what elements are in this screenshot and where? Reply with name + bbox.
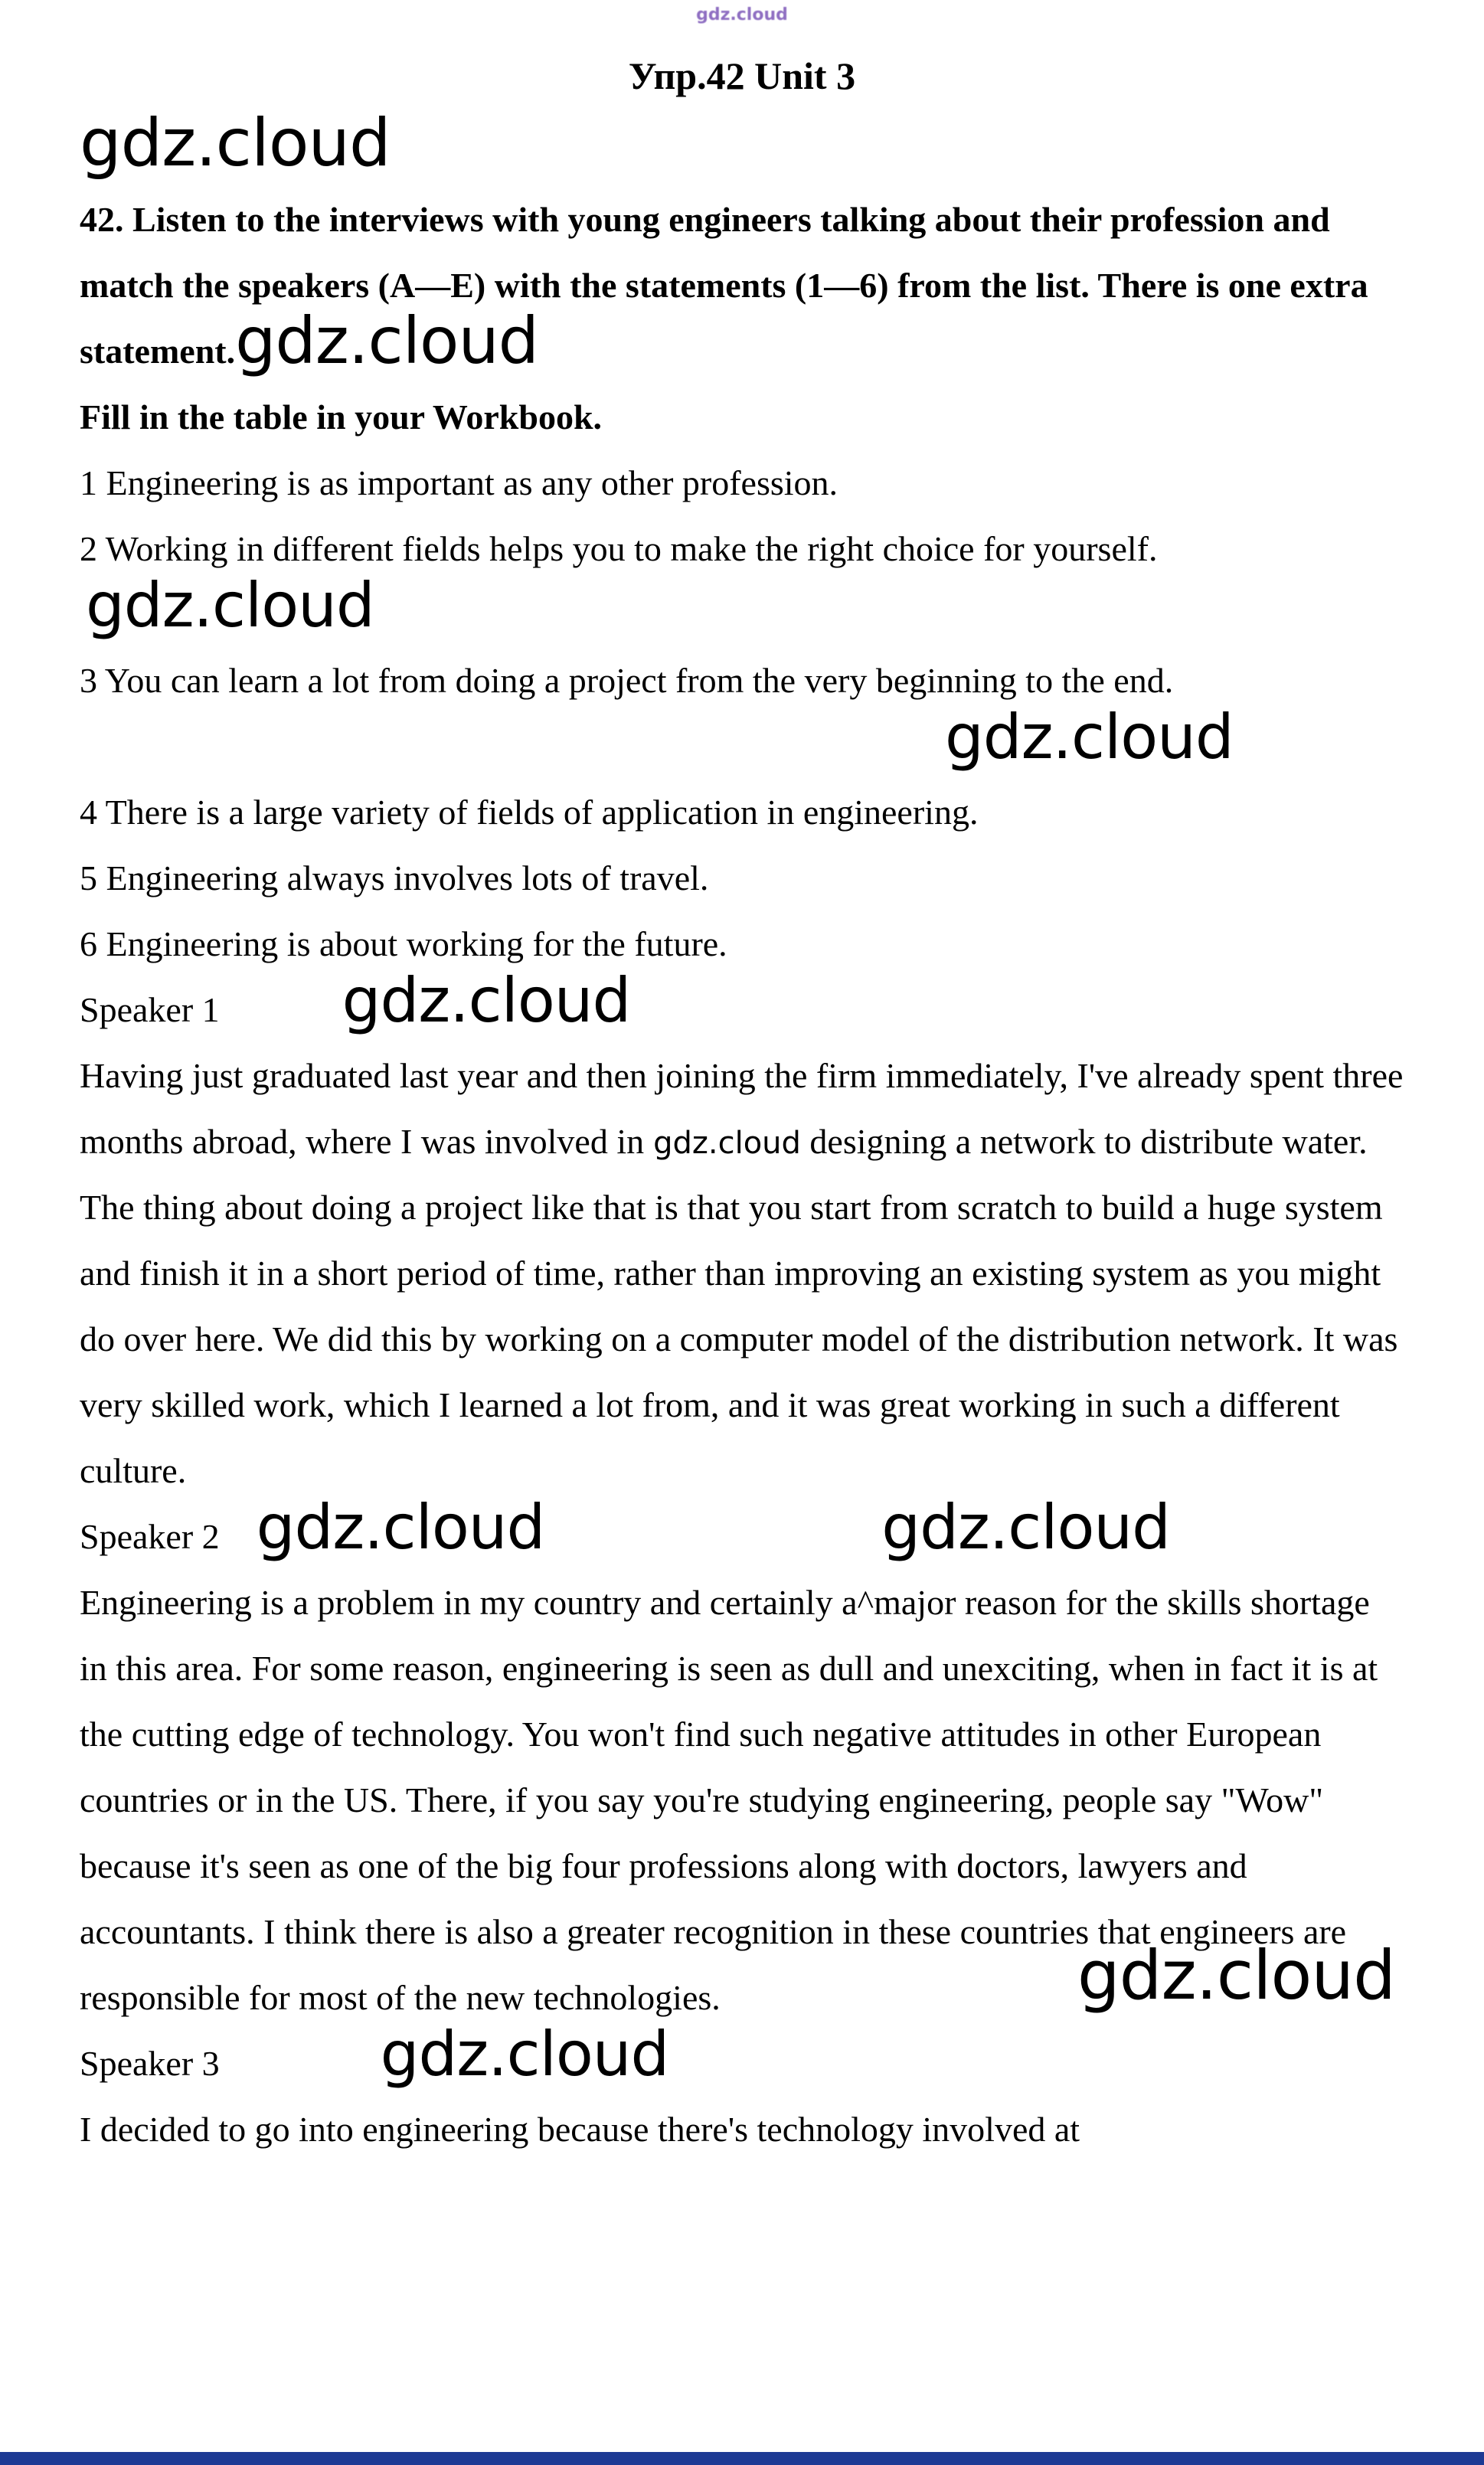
speaker-3-label-row: Speaker 3 gdz.cloud (80, 2019, 669, 2090)
statement-4: 4 There is a large variety of fields of application in engineering. (80, 793, 979, 832)
top-watermark: gdz.cloud (696, 5, 788, 25)
speaker-3-paragraph: I decided to go into engineering because there's technology involved at (80, 2110, 1080, 2149)
watermark: gdz.cloud (1077, 1936, 1395, 2015)
speaker-1-text: Having just graduated last year and then joining the firm immediately, I've already spent three months abroad, where I was involved in (80, 1056, 1404, 1161)
speaker-1-label: Speaker 1 (80, 990, 220, 1029)
speaker-2-label-row: Speaker 2 gdz.cloud gdz.cloud (80, 1492, 1170, 1563)
page-title: Упр.42 Unit 3 (628, 54, 856, 97)
speaker-1-text: designing a network to distribute water. The thing about doing a project like that is that you start from scratch to build a huge system and finish it in a short period of time, rather than improving an existing system as you might do over here. We did this by working on a computer model of the distribution network. It was very skilled work, which I learned a lot from, and it was great working in such a different culture. (80, 1122, 1398, 1490)
speaker-2-paragraph (80, 1570, 1404, 2031)
speaker-1-label-row: Speaker 1 gdz.cloud (80, 965, 631, 1036)
statement-text: 2 Working in different fields helps you to make the right choice for yourself. (80, 529, 1158, 568)
speaker-2-text: Engineering is a problem in my country and certainly a^major reason for the skills shortage in this area. For some reason, engineering is seen as dull and unexciting, when in fact it is at the cutting edge of technology. You won't find such negative attitudes in other European countries or in the US. There, if you say you're studying engineering, people say "Wow" because it's seen as one of the big four professions along with doctors, lawyers and accountants. I think there is also a greater recognition in these countries that engineers are responsible for most of the new technologies. (80, 1583, 1378, 2017)
task-instruction-block: 42. Listen to the interviews with young engineers talking about their profession and match the speakers (A—E) with the statements (1—6) from the list. There is one extra statement.gdz.cloud (80, 200, 1368, 378)
statement-5: 5 Engineering always involves lots of travel. (80, 858, 709, 897)
statement-2: 2 Working in different fields helps you to make the right choice for yourself.gdz.cloud (80, 529, 1158, 641)
statement-3: 3 You can learn a lot from doing a project from the very beginning to the end.gdz.cloud (80, 661, 1234, 773)
speaker-1-paragraph: Having just graduated last year and then joining the firm immediately, I've already spent three months abroad, where I was involved in gdz.cloud designing a network to distribute water. The thing about doing a project like that is that you start from scratch to build a huge system and finish it in a short period of time, rather than improving an existing system as you might do over here. We did this by working on a computer model of the distribution network. It was very skilled work, which I learned a lot from, and it was great working in such a different culture. (80, 1056, 1404, 1490)
task-instruction: 42. Listen to the interviews with young engineers talking about their profession and match the speakers (A—E) with the statements (1—6) from the list. There is one extra statement. (80, 200, 1368, 371)
bottom-bar (0, 2452, 1484, 2465)
speaker-2-label: Speaker 2 (80, 1517, 220, 1556)
workbook-note: Fill in the table in your Workbook. (80, 397, 603, 436)
statement-1: 1 Engineering is as important as any other profession. (80, 463, 838, 502)
watermark: gdz.cloud (80, 105, 391, 181)
statement-6: 6 Engineering is about working for the future. (80, 924, 727, 963)
speaker-3-label: Speaker 3 (80, 2044, 220, 2083)
statement-text: 3 You can learn a lot from doing a project from the very beginning to the end. (80, 661, 1174, 700)
